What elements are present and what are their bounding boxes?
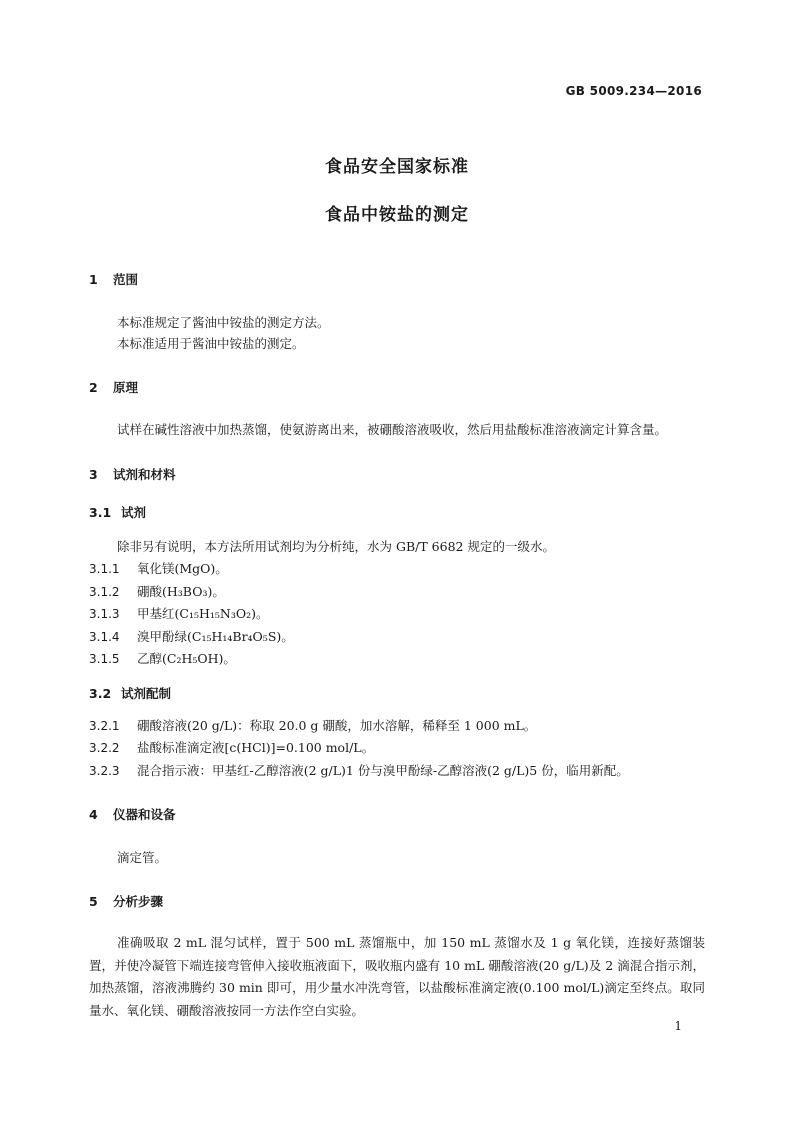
section-number: 4 (89, 807, 98, 822)
item-number: 3.1.4 (89, 630, 120, 644)
section-title: 试剂和材料 (113, 467, 176, 482)
reagent-item (89, 559, 228, 577)
document-subtitle: 食品中铵盐的测定 (325, 205, 469, 225)
item-number: 3.2.2 (89, 741, 120, 755)
reagent-item (89, 649, 236, 667)
section-number: 3.1 (89, 505, 112, 520)
item-text: 盐酸标准滴定液[c(HCl)]=0.100 mol/L。 (137, 740, 375, 755)
document-title: 食品安全国家标准 (325, 157, 469, 177)
item-text: 混合指示液：甲基红-乙醇溶液(2 g/L)1 份与溴甲酚绿-乙醇溶液(2 g/L)5 份，临用新配。 (137, 763, 629, 778)
item-text: 溴甲酚绿(C₁₅H₁₄Br₄O₅S)。 (137, 629, 294, 644)
section-3-heading (89, 465, 176, 483)
item-text: 乙醇(C₂H₅OH)。 (137, 651, 236, 666)
apparatus-text: 滴定管。 (117, 850, 168, 865)
page-number: 1 (674, 1019, 682, 1033)
section-number: 2 (89, 380, 98, 395)
section-3-2-heading (89, 684, 171, 702)
item-text: 硼酸溶液(20 g/L)：称取 20.0 g 硼酸，加水溶解，稀释至 1 000 mL。 (137, 718, 537, 733)
section-title: 原理 (113, 380, 139, 395)
item-number: 3.1.2 (89, 585, 120, 599)
item-text: 甲基红(C₁₅H₁₅N₃O₂)。 (137, 606, 269, 621)
item-text: 氧化镁(MgO)。 (137, 561, 228, 576)
reagent-item (89, 627, 294, 645)
section-title: 试剂 (121, 505, 147, 520)
section-title: 仪器和设备 (113, 807, 176, 822)
item-text: 硼酸(H₃BO₃)。 (137, 584, 225, 599)
standard-code: GB 5009.234—2016 (565, 84, 702, 98)
procedure-text: 准确吸取 2 mL 混匀试样，置于 500 mL 蒸馏瓶中，加 150 mL 蒸馏水及 1 g 氧化镁，连接好蒸馏装置，并使冷凝管下端连接弯管伸入接收瓶液面下，吸收瓶内盛有 10 mL 硼酸溶液(20 g/L)及 2 滴混合指示剂，加热蒸馏，溶液沸腾约 30 min 即可，用少量水冲洗弯管，以盐酸标准滴定液(0.100 mol/L)滴定至终点。取同量水、氧化镁、硼酸溶液按同一方法作空白实验。 (89, 935, 705, 1018)
section-title: 范围 (113, 272, 139, 287)
item-number: 3.1.5 (89, 652, 120, 666)
section-1-heading (89, 270, 138, 288)
item-number: 3.2.3 (89, 764, 120, 778)
preparation-item (89, 716, 536, 734)
section-4-heading (89, 805, 176, 823)
section-title: 分析步骤 (113, 894, 164, 909)
section-3-1-heading (89, 503, 146, 521)
section-number: 1 (89, 272, 98, 287)
scope-line-2: 本标准适用于酱油中铵盐的测定。 (117, 336, 305, 351)
section-number: 5 (89, 894, 98, 909)
reagent-item (89, 582, 225, 600)
reagent-item (89, 604, 268, 622)
section-5-heading (89, 892, 163, 910)
reagents-intro: 除非另有说明，本方法所用试剂均为分析纯，水为 GB/T 6682 规定的一级水。 (117, 539, 555, 554)
item-number: 3.1.1 (89, 562, 120, 576)
section-2-heading (89, 378, 138, 396)
principle-text: 试样在碱性溶液中加热蒸馏，使氨游离出来，被硼酸溶液吸收，然后用盐酸标准溶液滴定计算含量。 (117, 422, 668, 437)
section-number: 3 (89, 467, 98, 482)
item-number: 3.2.1 (89, 719, 120, 733)
section-title: 试剂配制 (121, 686, 172, 701)
preparation-item (89, 738, 374, 756)
scope-line-1: 本标准规定了酱油中铵盐的测定方法。 (117, 315, 330, 330)
section-number: 3.2 (89, 686, 112, 701)
preparation-item (89, 761, 629, 779)
item-number: 3.1.3 (89, 607, 120, 621)
